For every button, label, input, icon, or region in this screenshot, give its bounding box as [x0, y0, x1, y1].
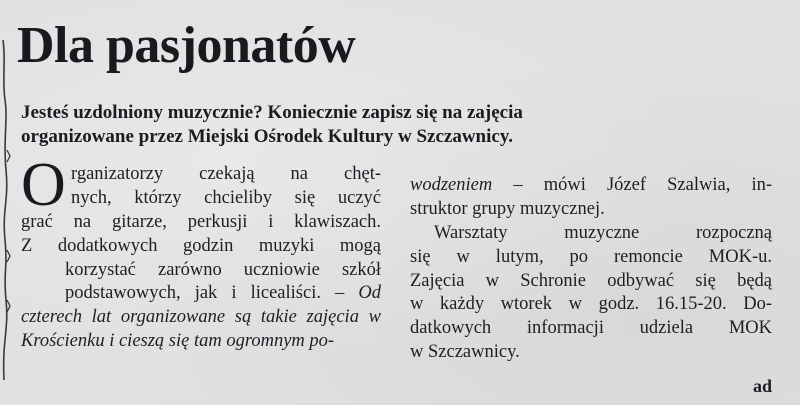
body-line: Warsztaty muzyczne rozpoczną	[434, 222, 772, 243]
body-line	[410, 174, 772, 198]
body-line: grać na gitarze, perkusji i klawiszach.	[21, 211, 381, 232]
dropcap-box	[21, 151, 71, 219]
article-headline: Dla pasjonatów	[17, 17, 356, 74]
body-text: podstawowych, jak i licealiści. –	[65, 283, 359, 304]
body-line: w każdy wtorek w godz. 16.15-20. Do-	[410, 294, 772, 315]
body-line: w Szczawnicy.	[410, 342, 520, 363]
body-line: Z dodatkowych godzin muzyki mogą	[21, 235, 381, 256]
dropcap-letter: O	[21, 151, 66, 219]
body-line: struktor grupy muzycznej.	[410, 198, 605, 219]
body-text: – mówi Józef Szalwia, in-	[492, 175, 772, 195]
quote-text: wodzeniem	[410, 175, 493, 195]
quote-line: czterech lat organizowane są takie zajęcia w	[21, 307, 381, 328]
left-column	[21, 151, 381, 354]
body-line: korzystać zarówno uczniowie szkół	[65, 259, 381, 280]
body-line: Zajęcia w Schronie odbywać się będą	[410, 270, 772, 291]
body-line: rganizatorzy czekają na chęt-	[71, 164, 381, 184]
body-line	[21, 282, 381, 306]
author-signature: ad	[752, 376, 772, 396]
article-lead	[21, 101, 721, 149]
body-line: nych, którzy chcieliby się uczyć	[71, 187, 381, 208]
lead-line: Jesteś uzdolniony muzycznie? Koniecznie zapisz się na zajęcia	[21, 102, 523, 123]
quote-line: Krościenku i cieszą się tam ogromnym po-	[21, 331, 335, 352]
torn-edge-mark	[0, 0, 14, 405]
body-line: się w lutym, po remoncie MOK-u.	[410, 246, 772, 267]
lead-line: organizowane przez Miejski Ośrodek Kultury w Szczawnicy.	[21, 126, 514, 147]
right-column	[410, 174, 772, 365]
quote-text: Od	[358, 283, 381, 304]
body-line: datkowych informacji udziela MOK	[410, 318, 772, 339]
